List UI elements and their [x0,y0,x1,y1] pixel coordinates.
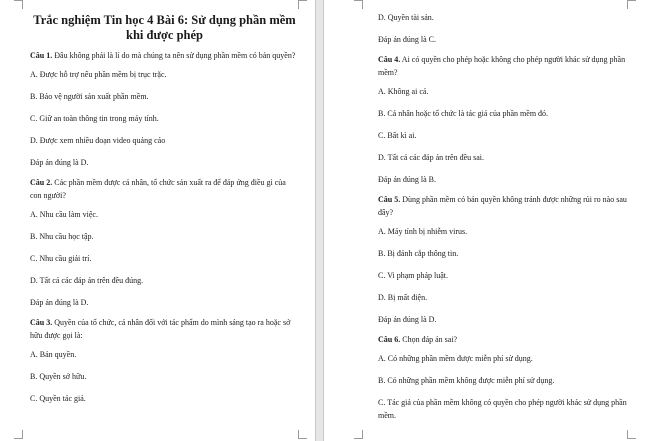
document-title: Trắc nghiệm Tin học 4 Bài 6: Sử dụng phần mềm khi được phép [33,13,296,42]
question-number: Câu 1. [30,51,53,60]
answer-line: Đáp án đúng là D. [30,298,89,307]
question-number: Câu 4. [378,55,401,64]
question-number: Câu 5. [378,195,401,204]
answer-option: D. Quyền tài sản. [378,13,434,22]
question-body: Quyền của tổ chức, cá nhân đối với tác phẩm do mình sáng tạo ra hoặc sở hữu được gọi là: [30,318,291,340]
answer-option: D. Tất cả các đáp án trên đều đúng. [30,276,144,285]
page-content [324,0,650,441]
answer-option: B. Bị đánh cắp thông tin. [378,249,459,258]
answer-option: B. Có những phần mềm không được miễn phí sử dụng. [378,376,555,385]
answer-option: C. Tác giả của phần mềm không có quyền cho phép người khác sử dụng phần mềm. [378,398,627,420]
question-text [30,176,299,202]
answer-option: C. Nhu cầu giải trí. [30,254,92,263]
question-text [30,49,299,62]
answer-option: B. Nhu cầu học tập. [30,232,94,241]
answer-option: C. Vi phạm pháp luật. [378,271,449,280]
answer-line: Đáp án đúng là B. [378,175,436,184]
question-text [30,316,299,342]
question-body: Đâu không phải là lí do mà chúng ta nên sử dụng phần mềm có bản quyền? [52,51,296,60]
document-page-right [323,0,650,441]
answer-option: B. Quyền sở hữu. [30,372,87,381]
answer-option: C. Quyền tác giả. [30,394,86,403]
answer-option: C. Bất kì ai. [378,131,417,140]
question-body: Các phần mềm được cá nhân, tổ chức sản xuất ra để đáp ứng điều gì của con người? [30,178,286,200]
question-number: Câu 6. [378,335,401,344]
document-page-left [0,0,316,441]
answer-option: A. Có những phần mềm được miễn phí sử dụng. [378,354,533,363]
question-number: Câu 3. [30,318,53,327]
question-list [378,11,636,422]
question-body: Ai có quyền cho phép hoặc không cho phép người khác sử dụng phần mềm? [378,55,626,77]
answer-option: D. Bị mất điện. [378,293,428,302]
page-content [0,0,315,441]
answer-line: Đáp án đúng là D. [30,158,89,167]
answer-option: C. Giữ an toàn thông tin trong máy tính. [30,114,159,123]
answer-option: D. Tất cả các đáp án trên đều sai. [378,153,485,162]
question-body: Dùng phần mềm có bản quyền không tránh được những rủi ro nào sau đây? [378,195,627,217]
answer-line: Đáp án đúng là C. [378,35,436,44]
question-number: Câu 2. [30,178,53,187]
question-text [378,333,636,346]
answer-option: A. Máy tính bị nhiễm virus. [378,227,468,236]
question-list [30,49,299,405]
answer-option: A. Bản quyền. [30,350,77,359]
answer-option: A. Nhu cầu làm việc. [30,210,98,219]
answer-option: A. Được hỗ trợ nếu phần mềm bị trục trặc. [30,70,167,79]
question-text [378,193,636,219]
question-text [378,53,636,79]
question-body: Chọn đáp án sai? [400,335,458,344]
answer-line: Đáp án đúng là D. [378,315,437,324]
answer-option: D. Được xem nhiều đoạn video quảng cáo [30,136,166,145]
answer-option: B. Cá nhân hoặc tổ chức là tác giả của phần mềm đó. [378,109,549,118]
answer-option: B. Bảo vệ người sản xuất phần mềm. [30,92,149,101]
answer-option: A. Không ai cả. [378,87,429,96]
